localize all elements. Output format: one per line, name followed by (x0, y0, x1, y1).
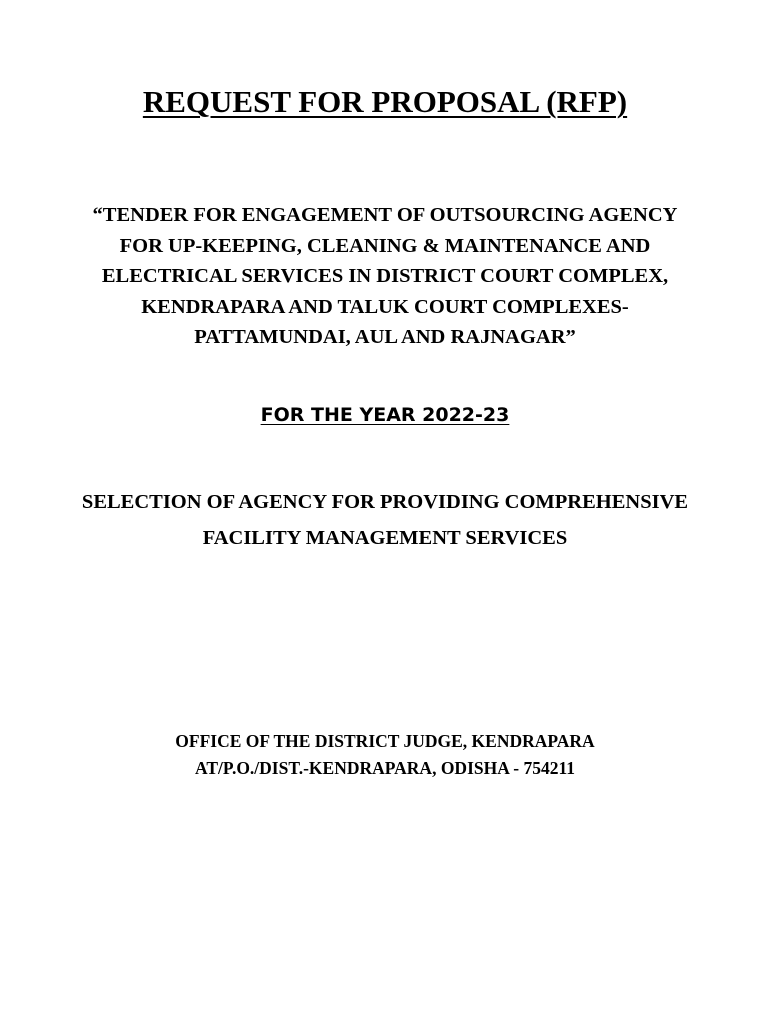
office-name: OFFICE OF THE DISTRICT JUDGE, KENDRAPARA (175, 731, 595, 751)
office-address (0, 728, 770, 782)
selection-text: SELECTION OF AGENCY FOR PROVIDING COMPREHENSIVE FACILITY MANAGEMENT SERVICES (81, 491, 689, 549)
office-location: AT/P.O./DIST.-KENDRAPARA, ODISHA - 754211 (194, 758, 576, 778)
tender-year: FOR THE YEAR 2022-23 (260, 404, 510, 426)
document-title: REQUEST FOR PROPOSAL (RFP) (142, 84, 628, 119)
tender-description: “TENDER FOR ENGAGEMENT OF OUTSOURCING AGENCY FOR UP-KEEPING, CLEANING & MAINTENANCE AND ELECTRICAL SERVICES IN DISTRICT COURT COMPLEX, KENDRAPARA AND TALUK COURT COMPLEXES-PATTAMUNDAI, AUL AND RAJNAGAR” (92, 204, 678, 348)
